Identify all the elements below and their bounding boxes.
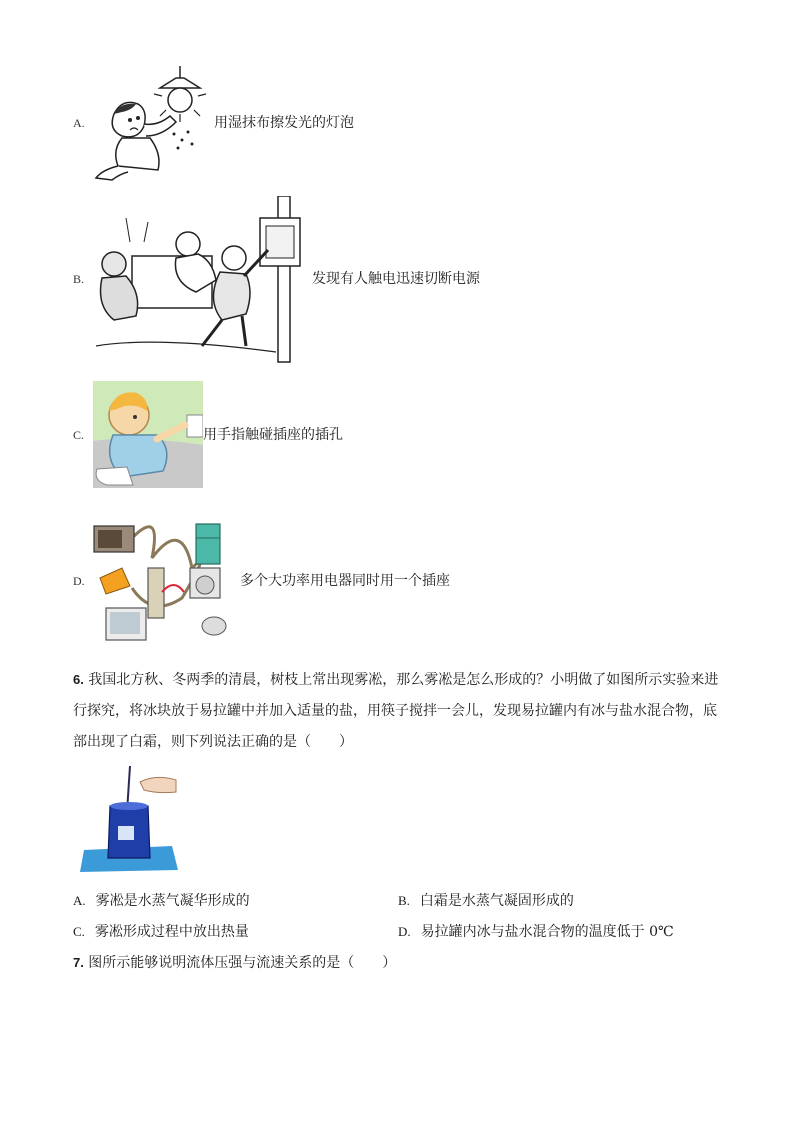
experiment-photo (80, 766, 180, 872)
question-6-text: 我国北方秋、冬两季的清晨，树枝上常出现雾凇，那么雾凇是怎么形成的？小明做了如图所示实验来进行探究，将冰块放于易拉罐中并加入适量的盐，用筷子搅拌一会儿，发现易拉罐内有冰与盐水混合物，底部出现了白霜，则下列说法正确的是（ ） (73, 672, 719, 750)
option-b-label: B. (73, 272, 85, 286)
option-d-text: 多个大功率用电器同时用一个插座 (240, 573, 450, 589)
option-c-text: 用手指触碰插座的插孔 (203, 427, 343, 443)
option-b-text: 发现有人触电迅速切断电源 (312, 271, 480, 287)
power-cut-illustration (96, 196, 310, 364)
option-a-label: A. (73, 116, 85, 130)
answer-b-text: 白霜是水蒸气凝固形成的 (419, 893, 574, 909)
answer-b[interactable] (398, 890, 574, 910)
baby-socket-illustration (93, 381, 203, 488)
question-7-text: 图所示能够说明流体压强与流速关系的是（ ） (88, 955, 397, 971)
question-6 (73, 664, 723, 758)
answer-c-label: C. (73, 924, 85, 939)
answer-c-text: 雾凇形成过程中放出热量 (94, 924, 249, 940)
answer-d-text: 易拉罐内冰与盐水混合物的温度低于 0℃ (420, 924, 674, 940)
answer-a[interactable] (73, 890, 250, 910)
question-7 (73, 952, 396, 972)
option-c-label: C. (73, 428, 85, 442)
answer-a-label: A. (73, 893, 86, 908)
answer-c[interactable] (73, 921, 249, 941)
option-d-label: D. (73, 574, 85, 588)
answer-a-text: 雾凇是水蒸气凝华形成的 (95, 893, 250, 909)
answer-d-label: D. (398, 924, 411, 939)
answer-b-label: B. (398, 893, 410, 908)
bulb-wiping-illustration (92, 66, 214, 184)
overloaded-socket-illustration (92, 508, 240, 648)
answer-d[interactable] (398, 921, 674, 941)
question-7-number: 7. (73, 955, 84, 970)
question-6-number: 6. (73, 672, 84, 687)
option-a-text: 用湿抹布擦发光的灯泡 (214, 115, 354, 131)
